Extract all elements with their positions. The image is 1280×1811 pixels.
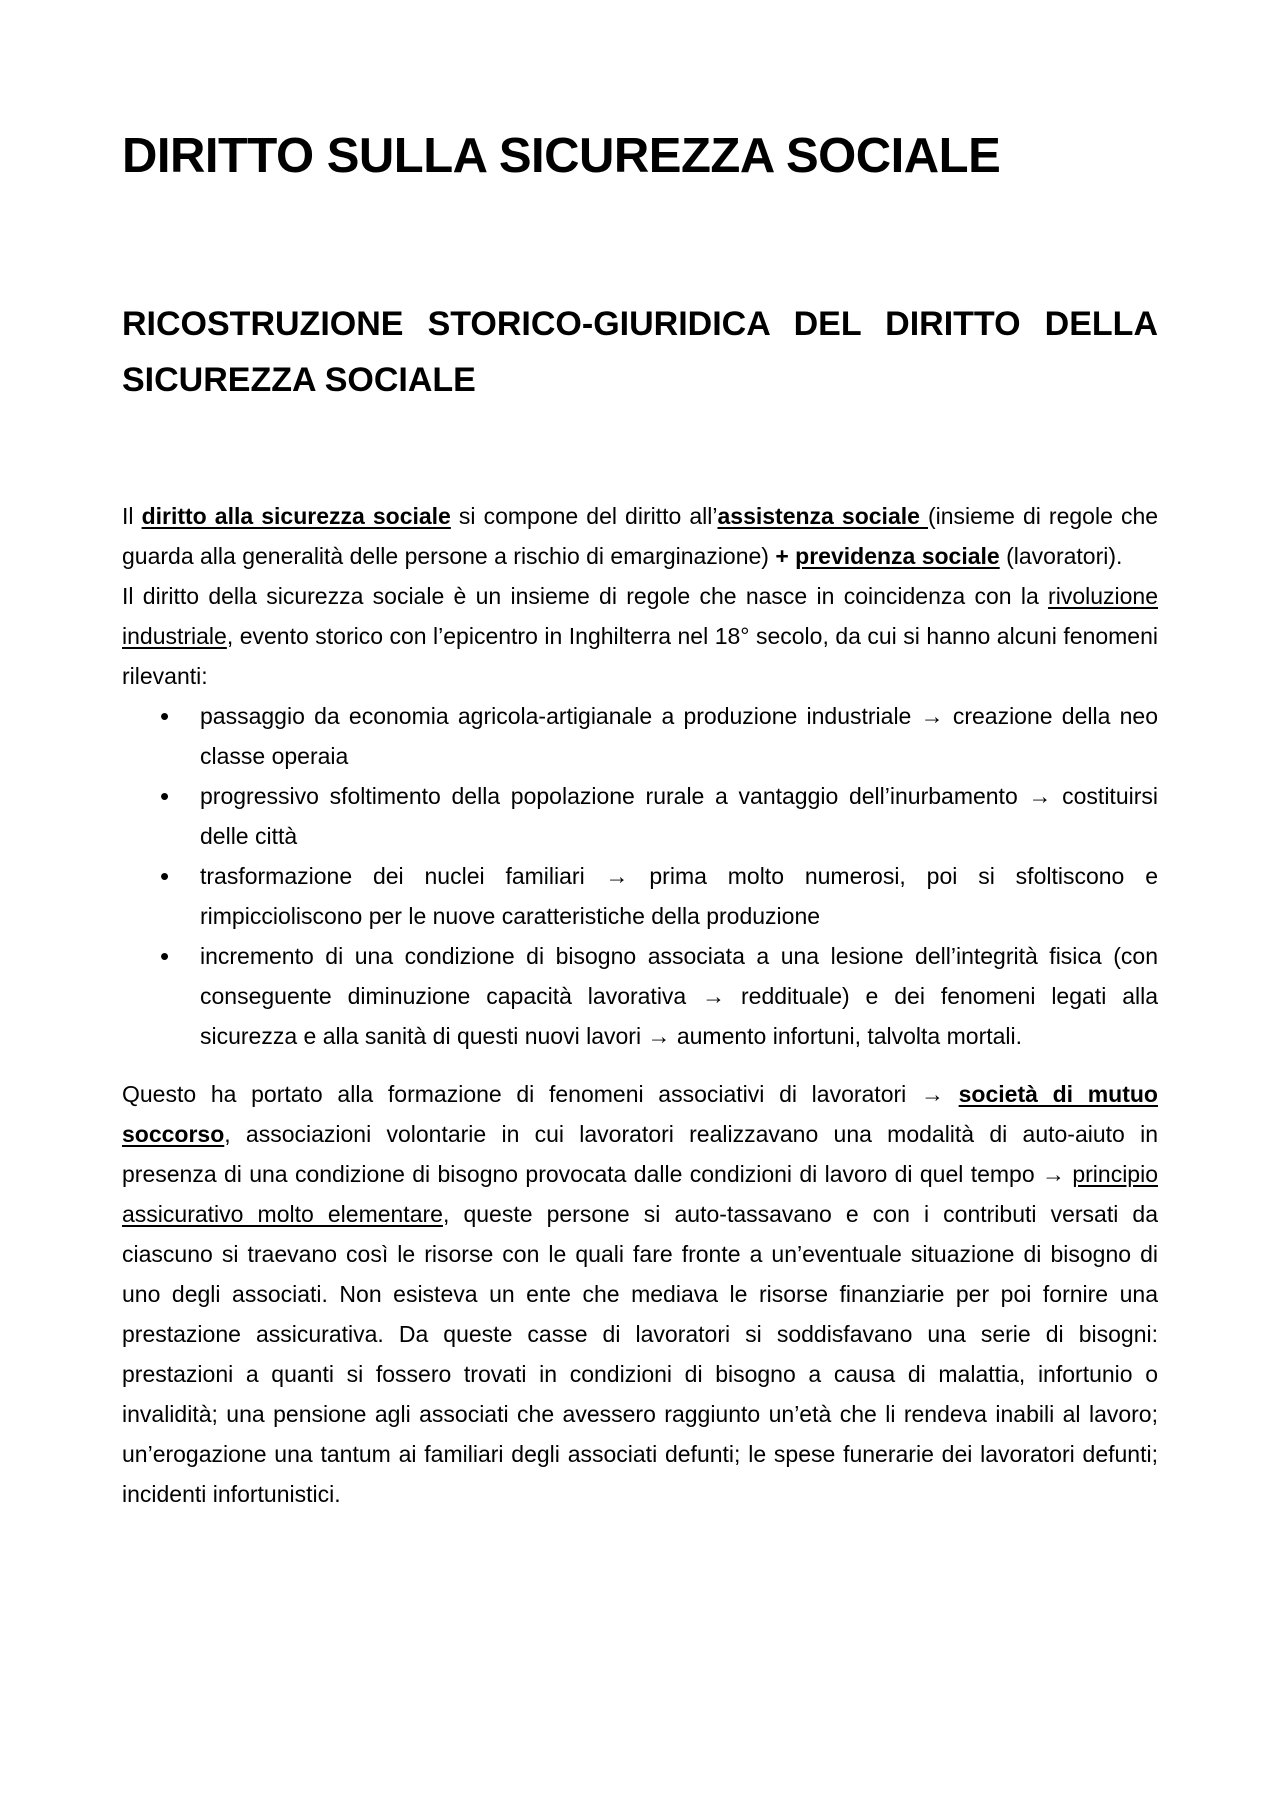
text-run: , queste persone si auto-tassavano e con i contributi versati da ciascuno si traevano così le risorse con le quali fare fronte a un’eventuale situazione di bisogno di uno degli associati. Non esisteva un ente che mediava le risorse finanziarie per poi fornire una prestazione assicurativa. Da queste casse di lavoratori si soddisfavano una serie di bisogni: prestazioni a quanti si fossero trovati in condizioni di bisogno a causa di malattia, infortunio o invalidità; una pensione agli associati che avessero raggiunto un’età che li rendeva inabili al lavoro; un’erogazione una tantum ai familiari degli associati defunti; le spese funerarie dei lavoratori defunti; incidenti infortunistici. <box>122 1201 1159 1507</box>
text-run: Il <box>122 503 142 529</box>
section-heading: RICOSTRUZIONE STORICO-GIURIDICA DEL DIRITTO DELLA SICUREZZA SOCIALE <box>122 305 1158 399</box>
phenomena-list <box>122 696 1158 1056</box>
text-run: (insieme di regole che guarda alla generalità delle persone a rischio di emarginazione) <box>122 503 1159 569</box>
list-item: • trasformazione dei nuclei familiari → prima molto numerosi, poi si sfoltiscono e rimpiccioliscono per le nuove caratteristiche della produzione <box>200 856 1158 936</box>
paragraph-intro <box>122 496 1158 576</box>
paragraph-mutuo-soccorso <box>122 1074 1158 1514</box>
document-title: DIRITTO SULLA SICUREZZA SOCIALE <box>122 129 1001 183</box>
key-term-rivoluzione-industriale: rivoluzione industriale <box>122 583 1158 649</box>
text-run: , associazioni volontarie in cui lavoratori realizzavano una modalità di auto-aiuto in presenza di una condizione di bisogno provocata dalle condizioni di lavoro di quel tempo → <box>122 1121 1158 1187</box>
text-run: Questo ha portato alla formazione di fenomeni associativi di lavoratori → <box>122 1081 959 1107</box>
text-run: si compone del diritto all’ <box>450 503 718 529</box>
key-term-assistenza-sociale: assistenza sociale <box>717 503 928 529</box>
key-term-diritto-sicurezza-sociale: diritto alla sicurezza sociale <box>141 503 451 529</box>
key-term-societa-mutuo-soccorso: società di mutuo soccorso <box>122 1081 1158 1147</box>
document-body <box>122 496 1158 1514</box>
plus-sign: + <box>775 543 789 569</box>
key-term-previdenza-sociale: previdenza sociale <box>795 543 1000 569</box>
paragraph-spacer <box>122 1056 1158 1074</box>
list-item: • progressivo sfoltimento della popolazione rurale a vantaggio dell’inurbamento → costituirsi delle città <box>200 776 1158 856</box>
list-item: • incremento di una condizione di bisogno associata a una lesione dell’integrità fisica (con conseguente diminuzione capacità lavorativa → reddituale) e dei fenomeni legati alla sicurezza e alla sanità di questi nuovi lavori → aumento infortuni, talvolta mortali. <box>200 936 1158 1056</box>
text-run: Il diritto della sicurezza sociale è un insieme di regole che nasce in coincidenza con la <box>122 583 1049 609</box>
list-item: • passaggio da economia agricola-artigianale a produzione industriale → creazione della neo classe operaia <box>200 696 1158 776</box>
text-run: (lavoratori). <box>999 543 1123 569</box>
paragraph-rivoluzione <box>122 576 1158 696</box>
text-run: , evento storico con l’epicentro in Inghilterra nel 18° secolo, da cui si hanno alcuni fenomeni rilevanti: <box>122 623 1158 689</box>
key-term-principio-assicurativo: principio assicurativo molto elementare <box>122 1161 1158 1227</box>
